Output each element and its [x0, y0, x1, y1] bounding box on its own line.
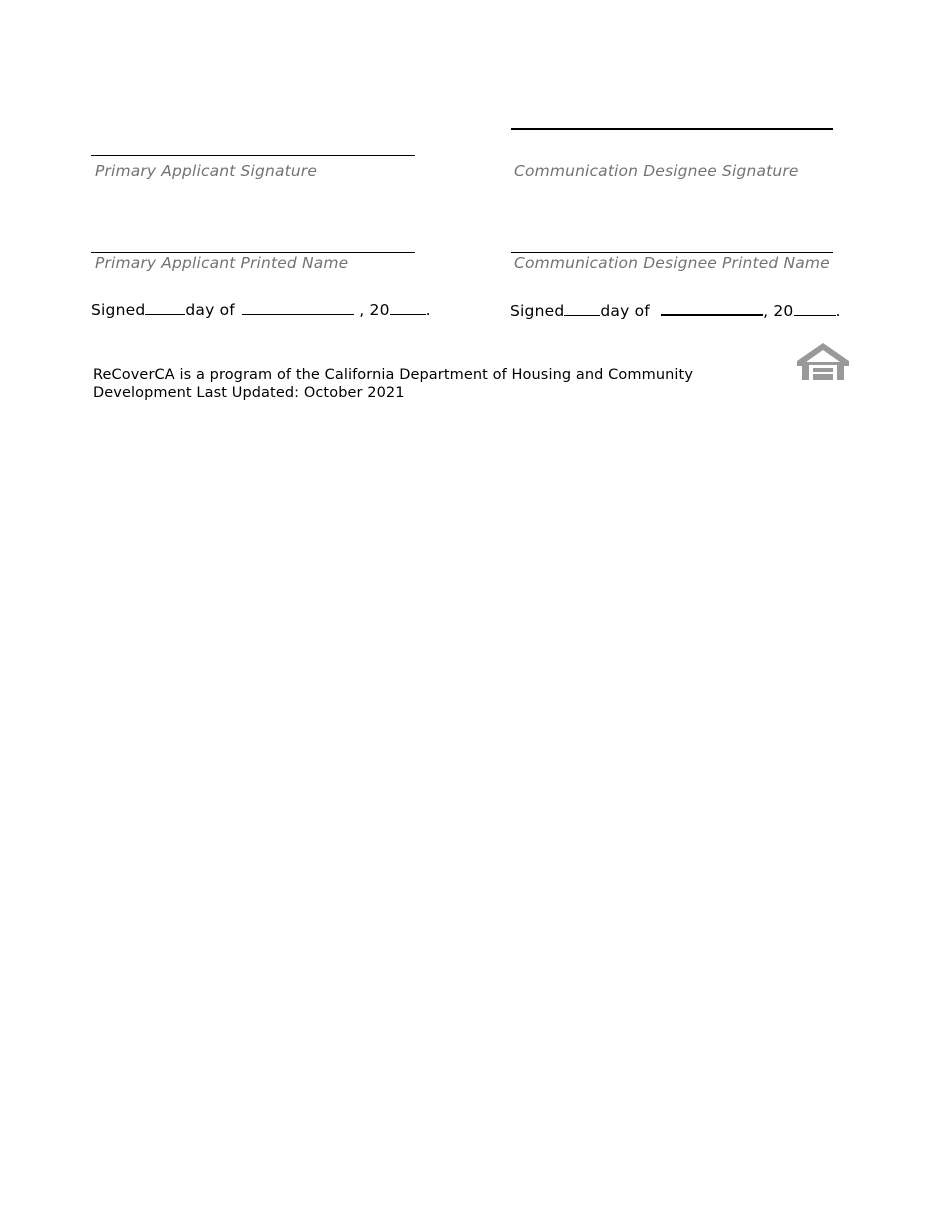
day-blank[interactable]: [564, 301, 600, 316]
primary-applicant-printed-name-line[interactable]: [91, 252, 415, 253]
signed-text: Signed: [91, 301, 146, 319]
footer-line-1: ReCoverCA is a program of the California Department of Housing and Community: [93, 367, 693, 383]
day-of-text: day of: [185, 301, 235, 319]
primary-applicant-signature-line[interactable]: [91, 155, 415, 156]
year-blank[interactable]: [794, 301, 836, 316]
primary-applicant-signed-date-row: [91, 300, 431, 319]
communication-designee-signature-label: Communication Designee Signature: [514, 162, 799, 180]
communication-designee-signed-date-row: [510, 300, 841, 320]
day-of-text: day of: [600, 302, 650, 320]
communication-designee-printed-name-line[interactable]: [511, 252, 833, 253]
signed-text: Signed: [510, 302, 565, 320]
year-prefix-text: , 20: [763, 302, 794, 320]
footer-text: [93, 366, 693, 402]
month-blank[interactable]: [661, 300, 763, 316]
month-blank[interactable]: [242, 300, 354, 315]
communication-designee-printed-name-label: Communication Designee Printed Name: [514, 254, 830, 272]
period-text: .: [425, 301, 431, 319]
communication-designee-signature-line[interactable]: [511, 128, 833, 130]
year-blank[interactable]: [390, 300, 426, 315]
equal-housing-opportunity-icon: [796, 342, 850, 382]
day-blank[interactable]: [145, 300, 185, 315]
footer-line-2: Development Last Updated: October 2021: [93, 385, 405, 401]
year-prefix-text: , 20: [359, 301, 390, 319]
primary-applicant-printed-name-label: Primary Applicant Printed Name: [95, 254, 349, 272]
primary-applicant-signature-label: Primary Applicant Signature: [95, 162, 318, 180]
period-text: .: [835, 302, 841, 320]
